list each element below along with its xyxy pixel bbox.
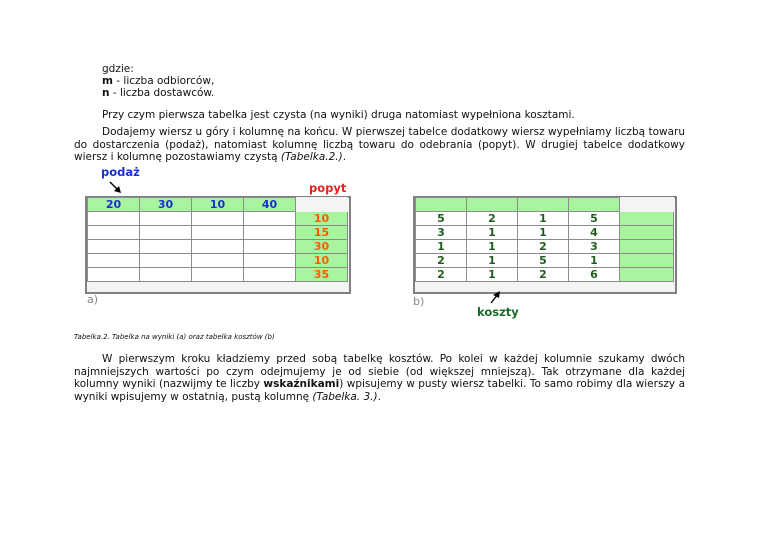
paragraph-3-text-1: W pierwszym kroku kładziemy przed sobą tabelkę kosztów. Po kolei w każdej kolumnie szukamy dwóch najmniejszych wartości po czym odejmujemy je od siebie (od większej mniejszą). Tak otrzymane dla każdej kolumny wyniki (nazwijmy te liczby [74, 353, 685, 391]
empty-side-cell [620, 268, 674, 282]
cost-cell: 5 [569, 212, 620, 226]
cost-cell: 2 [467, 212, 518, 226]
result-cell [88, 268, 140, 282]
result-cell [244, 212, 296, 226]
m-description: - liczba odbiorców, [112, 75, 215, 87]
cost-cell: 1 [467, 226, 518, 240]
paragraph-3 [74, 353, 685, 403]
supply-cell: 20 [88, 198, 140, 212]
supply-cell: 30 [140, 198, 192, 212]
n-description: - liczba dostawców. [109, 87, 215, 99]
result-cell [244, 240, 296, 254]
table-b-sublabel: b) [413, 295, 425, 308]
result-cell [140, 268, 192, 282]
paragraph-2-end: . [342, 151, 347, 164]
result-cell [88, 212, 140, 226]
paragraph-2-ref: (Tabelka.2.) [280, 151, 343, 164]
cost-cell: 2 [518, 240, 569, 254]
label-popyt: popyt [309, 181, 347, 195]
n-symbol: n [102, 87, 110, 99]
cost-cell: 5 [518, 254, 569, 268]
cost-cell: 3 [416, 226, 467, 240]
demand-cell: 35 [296, 268, 348, 282]
empty-side-cell [620, 226, 674, 240]
cost-cell: 1 [518, 212, 569, 226]
result-cell [192, 240, 244, 254]
demand-cell: 10 [296, 212, 348, 226]
table-a-sublabel: a) [87, 293, 99, 306]
result-cell [140, 226, 192, 240]
cost-cell: 1 [467, 254, 518, 268]
table-a [87, 197, 348, 282]
paragraph-3-text-2: ) wpisujemy w pusty wiersz tabelki. To samo robimy dla wierszy a wyniki wpisujemy w ostatnią, pustą kolumnę [74, 378, 685, 403]
koszty-arrow-icon [488, 289, 502, 305]
supply-cell: 40 [244, 198, 296, 212]
paragraph-3-bold: wskaźnikami [263, 378, 340, 391]
cost-cell: 2 [416, 254, 467, 268]
result-cell [140, 212, 192, 226]
corner-cell [296, 198, 348, 212]
empty-side-cell [620, 212, 674, 226]
empty-header-cell [518, 198, 569, 212]
corner-cell [620, 198, 674, 212]
result-cell [140, 240, 192, 254]
figure-caption: Tabelka.2. Tabelka na wyniki (a) oraz tabelka kosztów (b) [74, 333, 275, 341]
intro-gdzie: gdzie: [102, 63, 134, 75]
cost-cell: 4 [569, 226, 620, 240]
cost-cell: 2 [518, 268, 569, 282]
result-cell [192, 226, 244, 240]
paragraph-2 [74, 126, 685, 164]
podaz-arrow-icon [108, 180, 124, 196]
intro-m-line [102, 75, 214, 87]
result-cell [192, 212, 244, 226]
result-cell [244, 254, 296, 268]
cost-cell: 1 [518, 226, 569, 240]
empty-header-cell [416, 198, 467, 212]
result-cell [192, 254, 244, 268]
table-b [415, 197, 674, 282]
result-cell [244, 268, 296, 282]
cost-cell: 2 [416, 268, 467, 282]
paragraph-3-ref: (Tabelka. 3.) [312, 390, 378, 403]
cost-cell: 3 [569, 240, 620, 254]
cost-cell: 1 [467, 240, 518, 254]
demand-cell: 10 [296, 254, 348, 268]
result-cell [192, 268, 244, 282]
result-cell [88, 254, 140, 268]
label-podaz: podaż [101, 165, 140, 179]
paragraph-1: Przy czym pierwsza tabelka jest czysta (na wyniki) druga natomiast wypełniona kosztami. [102, 109, 575, 121]
cost-cell: 1 [467, 268, 518, 282]
result-cell [88, 226, 140, 240]
demand-cell: 30 [296, 240, 348, 254]
paragraph-2-text: Dodajemy wiersz u góry i kolumnę na końcu. W pierwszej tabelce dodatkowy wiersz wypełniamy liczbą towaru do dostarczenia (podaż), natomiast kolumnę liczbą towaru do odebrania (popyt). W drugiej tabelce dodatkowy wiersz i kolumnę pozostawiamy czystą [74, 126, 685, 164]
empty-header-cell [569, 198, 620, 212]
empty-header-cell [467, 198, 518, 212]
intro-n-line [102, 87, 214, 99]
supply-cell: 10 [192, 198, 244, 212]
cost-cell: 1 [569, 254, 620, 268]
result-cell [88, 240, 140, 254]
paragraph-3-end: . [377, 390, 381, 403]
result-cell [140, 254, 192, 268]
result-cell [244, 226, 296, 240]
empty-side-cell [620, 240, 674, 254]
cost-cell: 1 [416, 240, 467, 254]
label-koszty: koszty [477, 305, 519, 319]
m-symbol: m [102, 75, 113, 87]
demand-cell: 15 [296, 226, 348, 240]
cost-cell: 5 [416, 212, 467, 226]
cost-cell: 6 [569, 268, 620, 282]
empty-side-cell [620, 254, 674, 268]
